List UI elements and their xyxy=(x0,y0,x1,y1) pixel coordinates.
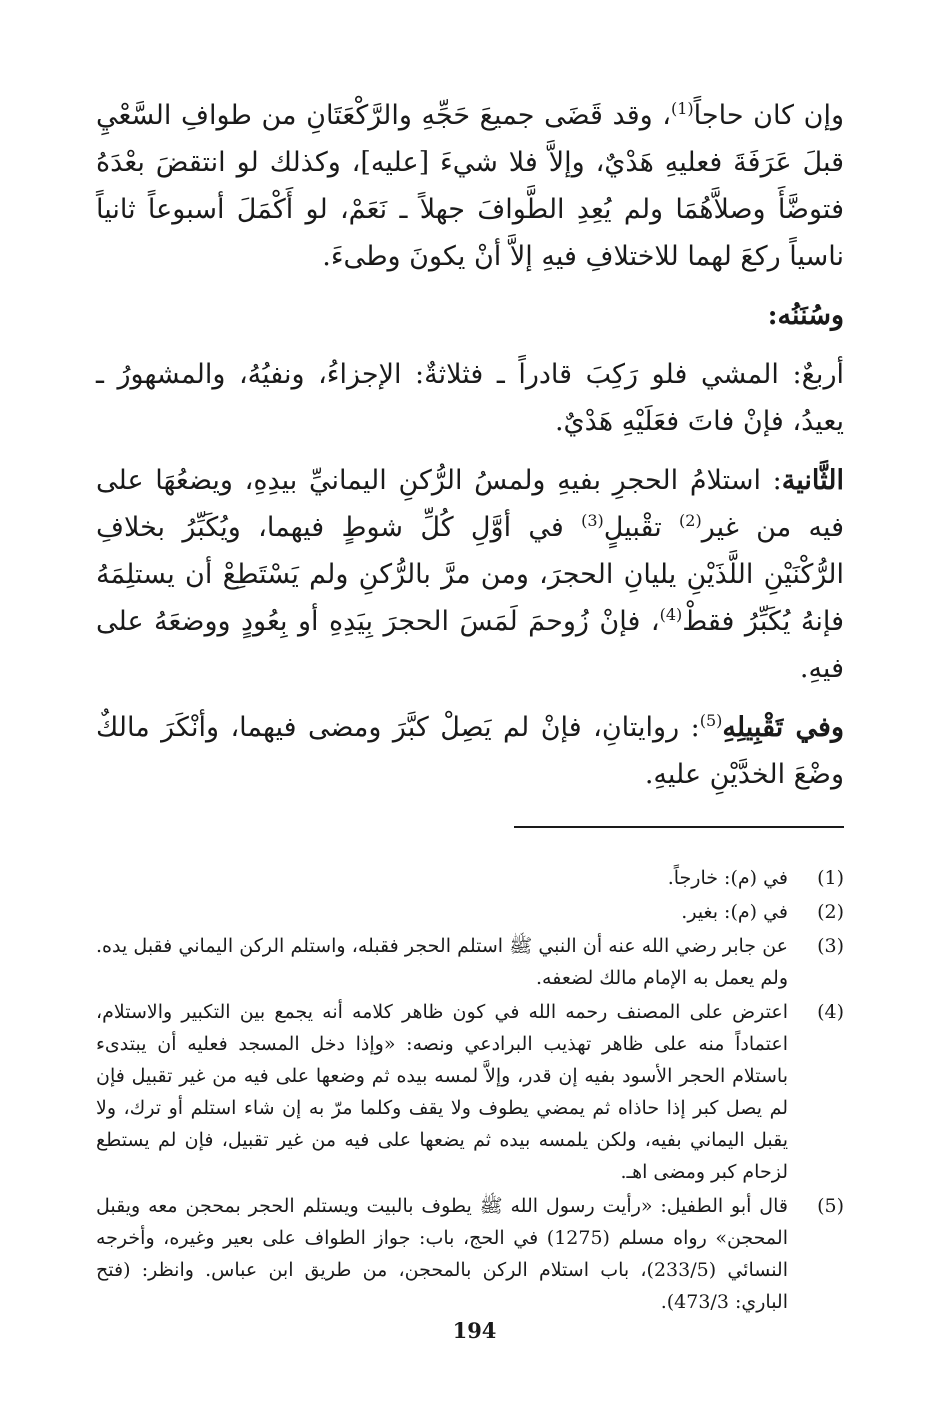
paragraph-2: أربعٌ: المشي فلو رَكِبَ قادراً ـ فثلاثةٌ: الإجزاءُ، ونفيُهُ، والمشهورُ ـ يعيدُ، فإنْ فاتَ فعَلَيْهِ هَدْيٌ. xyxy=(96,359,844,437)
paragraph-3-part-c: في أوَّلِ كُلِّ شوطٍ فيهما، ويُكَبِّرُ بخلافِ الرُّكْنَيْنِ اللَّذَيْنِ يليانِ الحجرَ، ومن مرَّ بالرُّكنِ ولم يَسْتَطِعْ أن يستلِمَهُ فإنهُ يُكَبِّرُ فقطْ xyxy=(96,512,844,637)
footnotes xyxy=(96,862,844,1318)
paragraph-3-part-d: ، فإنْ زُوحمَ لَمَسَ الحجرَ بِيَدِهِ أو بِعُودٍ ووضعَهُ على فيهِ. xyxy=(96,606,844,684)
paragraph-1-start: وإن كان حاجاً xyxy=(693,100,845,131)
paragraph-4 xyxy=(96,704,844,798)
book-page xyxy=(96,92,844,1320)
footnote-ref-5[interactable]: (5) xyxy=(699,711,723,730)
footnote-number: (5) xyxy=(817,1195,844,1217)
paragraph-1 xyxy=(96,92,844,280)
paragraph-4-lead: وفي تَقْبِيلِهِ xyxy=(722,712,844,743)
footnote-separator xyxy=(514,826,844,828)
footnote-text: في (م): خارجاً. xyxy=(667,867,788,889)
footnote-2 xyxy=(96,896,844,928)
footnote-3 xyxy=(96,930,844,994)
footnote-text: قال أبو الطفيل: «رأيت رسول الله ﷺ يطوف بالبيت ويستلم الحجر بمحجن معه ويقبل المحجن» رواه مسلم (1275) في الحج، باب: جواز الطواف على بعير وغيره، وأخرجه النسائي (233/5)، باب استلام الركن بالمحجن، من طريق ابن عباس. وانظر: (فتح الباري: 473/3). xyxy=(96,1195,788,1313)
footnote-ref-4[interactable]: (4) xyxy=(659,605,683,624)
footnote-text: اعترض على المصنف رحمه الله في كون ظاهر كلامه أنه يجمع بين التكبير والاستلام، اعتماداً منه على ظاهر تهذيب البرادعي ونصه: «وإذا دخل المسجد فعليه أن يبتدىء باستلام الحجر الأسود بفيه إن قدر، وإلاَّ لمسه بيده ثم وضعها على فيه من غير تقبيل فإن لم يصل كبر إذا حاذاه ثم يمضي يطوف ولا يقف وكلما مرّ به إن شاء استلم أو ترك، ولا يقبل اليماني بفيه، ولكن يلمسه بيده ثم يضعها على فيه من غير تقبيل، فإن لم يستطع لزحام كبر ومضى اهـ. xyxy=(96,1001,788,1183)
section-heading: وسُنَنُه: xyxy=(767,300,844,331)
footnote-4 xyxy=(96,996,844,1188)
paragraph-3-part-b: تقْبيلٍ xyxy=(603,512,680,543)
paragraph-1-rest: ، وقد قَضَى جميعَ حَجِّهِ والرَّكْعَتَانِ من طوافِ السَّعْيِ قبلَ عَرَفَةَ فعليهِ هَدْيٌ، وإلاَّ فلا شيءَ [عليه]، وكذلك لو انتقضَ بعْدَهُ فتوضَّأَ وصلاَّهُمَا ولم يُعِدِ الطَّوافَ جهلاً ـ نَعَمْ، لو أَكْمَلَ أسبوعاً ثانياً ناسياً ركعَ لهما للاختلافِ فيهِ إلاَّ أنْ يكونَ وطىءَ. xyxy=(96,100,844,272)
footnote-1 xyxy=(96,862,844,894)
footnote-number: (4) xyxy=(817,1001,844,1023)
footnote-number: (3) xyxy=(817,935,844,957)
footnote-number: (2) xyxy=(817,901,844,923)
footnote-text: في (م): بغير. xyxy=(681,901,788,923)
footnote-ref-2[interactable]: (2) xyxy=(679,511,702,530)
footnote-number: (1) xyxy=(817,867,844,889)
paragraph-3-lead: الثَّانية xyxy=(781,465,844,496)
paragraph-3-part-a: : استلامُ الحجرِ بفيهِ ولمسُ الرُّكنِ اليمانيِّ بيدِهِ، ويضعُهَا على فيه من غير xyxy=(96,465,845,543)
footnote-text: عن جابر رضي الله عنه أن النبي ﷺ استلم الحجر فقبله، واستلم الركن اليماني فقبل يده. ولم يعمل به الإمام مالك لضعفه. xyxy=(96,935,788,989)
main-text xyxy=(96,92,844,798)
footnote-5 xyxy=(96,1190,844,1318)
paragraph-4-rest: : روايتانِ، فإنْ لم يَصِلْ كبَّرَ ومضى فيهما، وأنْكَرَ مالكٌ وضْعَ الخدَّيْنِ عليهِ. xyxy=(96,712,844,790)
paragraph-3 xyxy=(96,457,844,692)
footnote-ref-1[interactable]: (1) xyxy=(670,99,694,118)
footnote-ref-3[interactable]: (3) xyxy=(581,511,604,530)
page-number: 194 xyxy=(452,1318,497,1343)
